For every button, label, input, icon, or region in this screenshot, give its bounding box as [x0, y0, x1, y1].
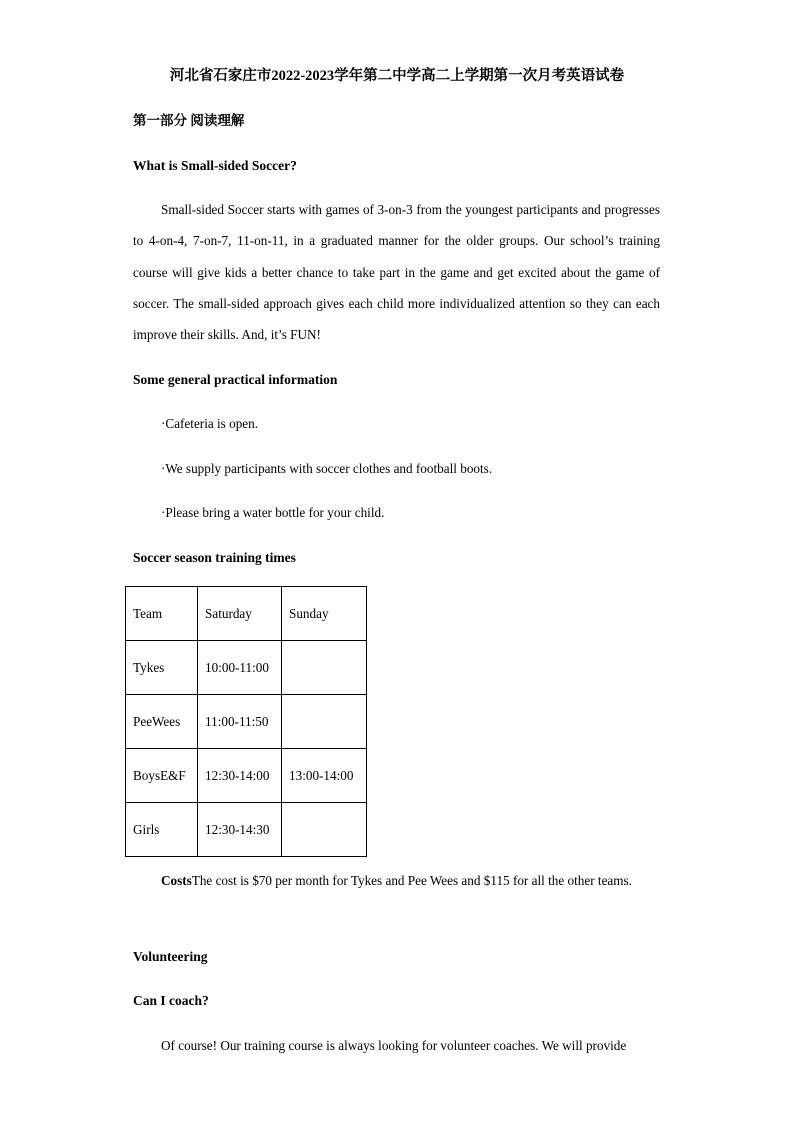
volunteer-paragraph: Of course! Our training course is always looking for volunteer coaches. We will provide	[161, 1038, 627, 1053]
table-cell: Tykes	[126, 641, 198, 695]
table-row	[126, 695, 367, 749]
table-cell: BoysE&F	[126, 749, 198, 803]
table-cell: PeeWees	[126, 695, 198, 749]
table-cell: 12:30-14:30	[198, 803, 282, 857]
part-heading: 第一部分 阅读理解	[133, 113, 245, 128]
costs-label: Costs	[161, 873, 192, 888]
table-row	[126, 749, 367, 803]
table-cell: 12:30-14:00	[198, 749, 282, 803]
info-bullet: ·Please bring a water bottle for your child.	[161, 505, 385, 520]
table-cell: 11:00-11:50	[198, 695, 282, 749]
intro-paragraph: Small-sided Soccer starts with games of 3-on-3 from the youngest participants and progresses to 4-on-4, 7-on-7, 11-on-11, in a graduated manner for the older groups. Our school’s training course will give kids a better chance to take part in the game and get excited about the game of soccer. The small-sided approach gives each child more individualized attention so they can each improve their skills. And, it’s FUN!	[133, 202, 660, 343]
table-header-cell: Team	[126, 587, 198, 641]
info-bullet: ·We supply participants with soccer clothes and football boots.	[161, 461, 493, 476]
costs-text: The cost is $70 per month for Tykes and Pee Wees and $115 for all the other teams.	[191, 873, 632, 888]
table-cell	[282, 803, 367, 857]
costs-paragraph	[133, 865, 660, 896]
table-cell: 10:00-11:00	[198, 641, 282, 695]
table-header-cell: Sunday	[282, 587, 367, 641]
table-cell: Girls	[126, 803, 198, 857]
table-cell: 13:00-14:00	[282, 749, 367, 803]
subheading-can-i-coach: Can I coach?	[133, 993, 209, 1008]
info-bullet: ·Cafeteria is open.	[161, 416, 259, 431]
section-heading-small-sided-soccer: What is Small-sided Soccer?	[133, 158, 297, 173]
table-cell	[282, 641, 367, 695]
table-row	[126, 803, 367, 857]
table-row	[126, 641, 367, 695]
table-header-row	[126, 587, 367, 641]
table-header-cell: Saturday	[198, 587, 282, 641]
table-cell	[282, 695, 367, 749]
section-heading-volunteering: Volunteering	[133, 949, 208, 964]
section-heading-training-times: Soccer season training times	[133, 550, 296, 565]
document-title: 河北省石家庄市2022-2023学年第二中学高二上学期第一次月考英语试卷	[169, 68, 625, 84]
section-heading-practical-info: Some general practical information	[133, 372, 338, 387]
training-times-table	[125, 586, 367, 857]
